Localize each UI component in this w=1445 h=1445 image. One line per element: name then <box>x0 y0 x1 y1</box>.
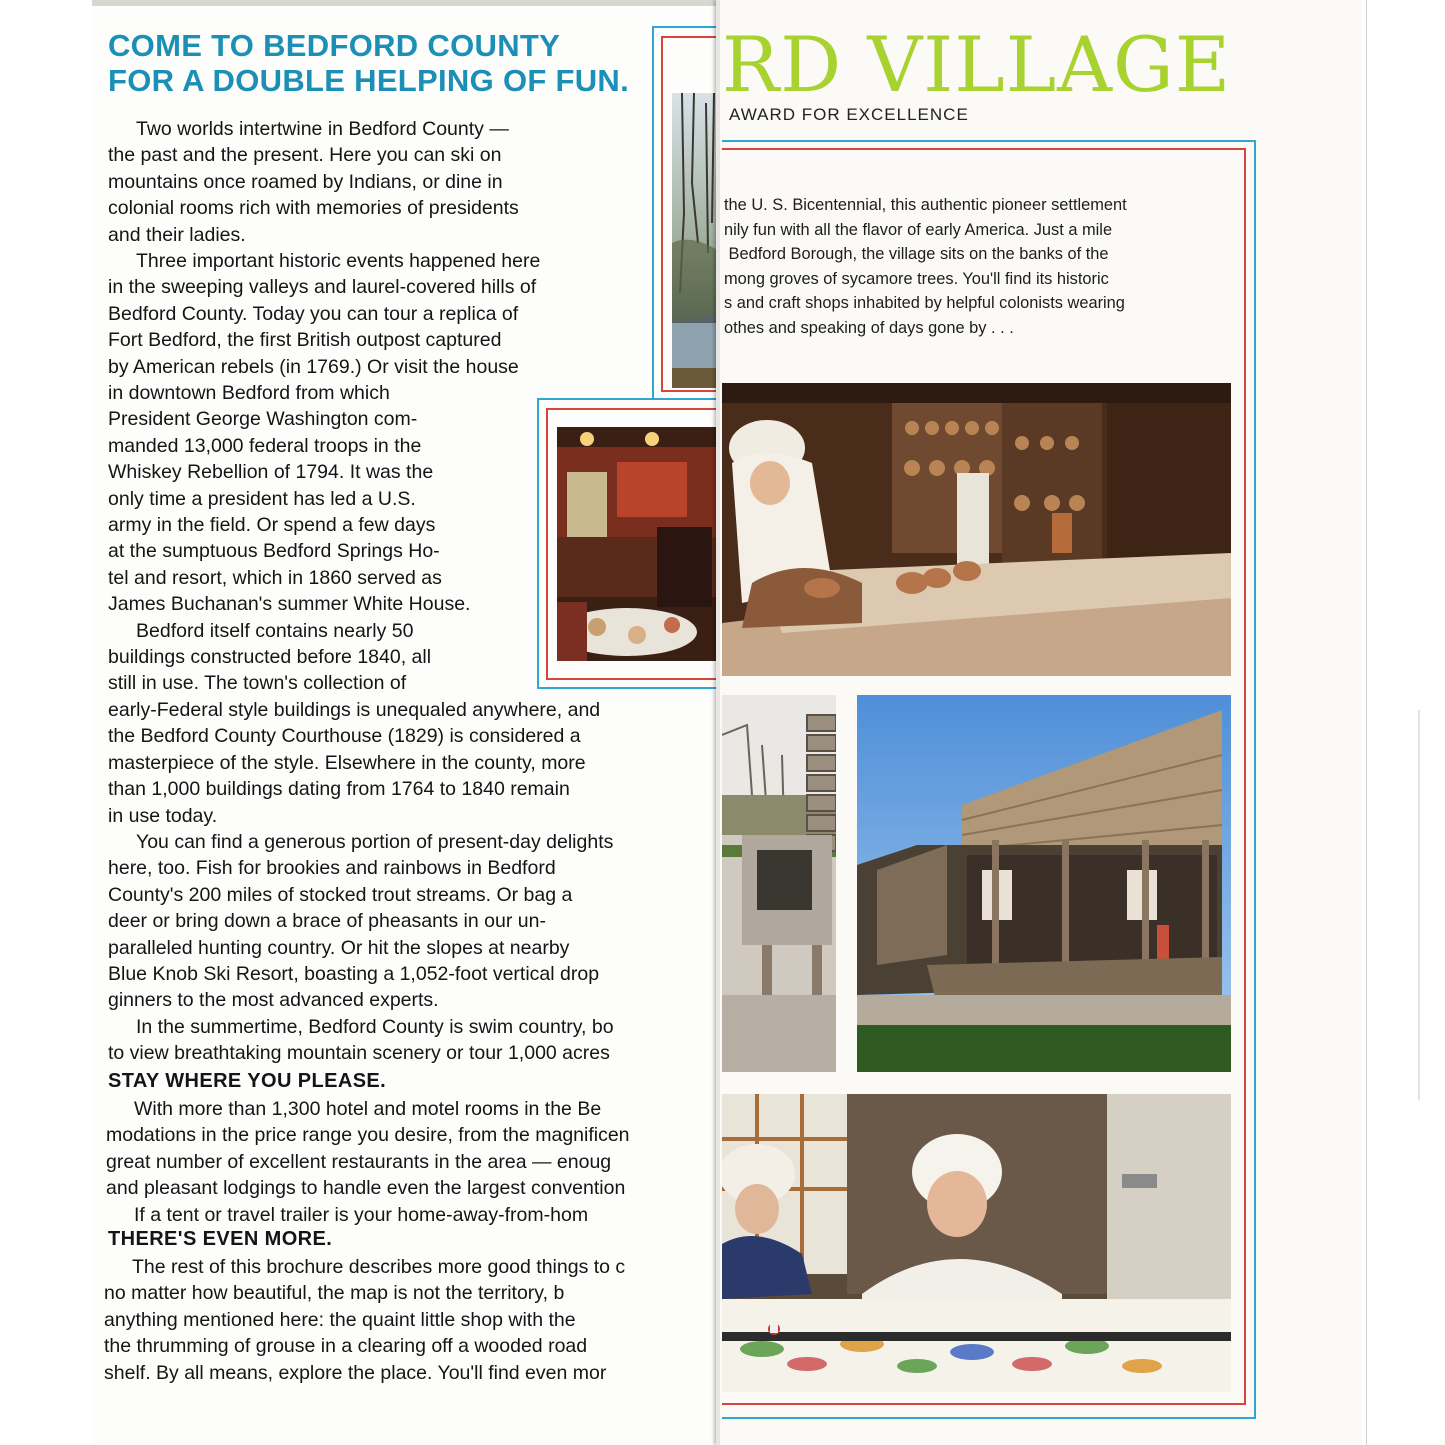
headline-line: FOR A DOUBLE HELPING OF FUN. <box>108 63 630 98</box>
text-line: paralleled hunting country. Or hit the slopes at nearby <box>108 936 570 959</box>
text-line: County's 200 miles of stocked trout streams. Or bag a <box>108 883 573 906</box>
village-title: RD VILLAGE <box>722 20 1232 109</box>
next-page-edge <box>1362 0 1445 1445</box>
text-line: by American rebels (in 1769.) Or visit the house <box>108 355 519 378</box>
text-line: colonial rooms rich with memories of presidents <box>108 197 519 220</box>
body-text-intro <box>108 116 628 380</box>
text-line: You can find a generous portion of present-day delights <box>136 831 614 854</box>
text-line: and their ladies. <box>108 223 246 246</box>
dining-room-photo <box>557 427 722 661</box>
text-line: mountains once roamed by Indians, or dine in <box>108 170 503 193</box>
text-line: than 1,000 buildings dating from 1764 to 1840 remain <box>108 778 570 801</box>
page-fold-shadow <box>716 0 720 1445</box>
river-trees-photo <box>672 93 722 388</box>
text-line: Whiskey Rebellion of 1794. It was the <box>108 461 434 484</box>
text-line: army in the field. Or spend a few days <box>108 514 436 537</box>
text-line: at the sumptuous Bedford Springs Ho- <box>108 540 440 563</box>
village-text-line: nily fun with all the flavor of early America. Just a mile <box>724 220 1113 239</box>
general-store-photo <box>857 695 1231 1072</box>
text-line: in use today. <box>108 804 218 827</box>
text-line: buildings constructed before 1840, all <box>108 646 432 669</box>
text-line: in downtown Bedford from which <box>108 382 390 404</box>
text-line: If a tent or travel trailer is your home-away-from-hom <box>134 1203 589 1226</box>
village-text-line: the U. S. Bicentennial, this authentic pioneer settlement <box>724 196 1127 214</box>
text-line: and pleasant lodgings to handle even the largest convention <box>106 1177 626 1200</box>
village-description <box>724 193 1229 340</box>
text-line: the Bedford County Courthouse (1829) is considered a <box>108 725 581 748</box>
text-line: still in use. The town's collection of <box>108 672 407 695</box>
text-line: President George Washington com- <box>108 408 418 431</box>
text-line: anything mentioned here: the quaint little shop with the <box>104 1308 576 1331</box>
text-line: Two worlds intertwine in Bedford County — <box>136 118 509 140</box>
text-line: to view breathtaking mountain scenery or tour 1,000 acres <box>108 1042 610 1065</box>
text-line: Three important historic events happened here <box>136 250 541 273</box>
text-line: early-Federal style buildings is unequaled anywhere, and <box>108 699 601 721</box>
text-line: masterpiece of the style. Elsewhere in the county, more <box>108 751 586 774</box>
text-line: Bedford County. Today you can tour a replica of <box>108 302 519 325</box>
village-text-line: s and craft shops inhabited by helpful colonists wearing <box>724 294 1125 312</box>
text-line: With more than 1,300 hotel and motel rooms in the Be <box>134 1098 602 1120</box>
text-line: shelf. By all means, explore the place. You'll find even mor <box>104 1361 607 1384</box>
right-border-line <box>1366 0 1367 1445</box>
subhead-stay: STAY WHERE YOU PLEASE. <box>108 1070 387 1092</box>
text-line: the thrumming of grouse in a clearing off a wooded road <box>104 1335 588 1358</box>
award-subtitle: AWARD FOR EXCELLENCE <box>729 105 969 124</box>
text-line: Blue Knob Ski Resort, boasting a 1,052-foot vertical drop <box>108 963 600 986</box>
headline-line: COME TO BEDFORD COUNTY <box>108 28 561 63</box>
text-line: In the summertime, Bedford County is swim country, bo <box>136 1015 614 1038</box>
body-text-activities <box>108 697 722 1067</box>
text-line: deer or bring down a brace of pheasants in our un- <box>108 910 546 933</box>
text-line: the past and the present. Here you can ski on <box>108 144 502 167</box>
text-line: no matter how beautiful, the map is not the territory, b <box>104 1282 565 1305</box>
text-line: great number of excellent restaurants in the area — enoug <box>106 1150 612 1173</box>
quilting-photo <box>722 1094 1231 1392</box>
text-line: ginners to the most advanced experts. <box>108 989 439 1012</box>
text-line: only time a president has led a U.S. <box>108 487 416 510</box>
body-text-history <box>108 380 518 697</box>
text-line: The rest of this brochure describes more good things to c <box>132 1256 626 1278</box>
text-line: manded 13,000 federal troops in the <box>108 434 422 457</box>
log-cabin-photo <box>722 695 836 1072</box>
village-text-line: Bedford Borough, the village sits on the banks of the <box>724 245 1109 263</box>
subhead-more: THERE'S EVEN MORE. <box>108 1228 333 1250</box>
text-line: Bedford itself contains nearly 50 <box>136 619 414 642</box>
village-text-line: othes and speaking of days gone by . . . <box>724 318 1014 337</box>
potter-photo <box>722 383 1231 676</box>
text-line: tel and resort, which in 1860 served as <box>108 566 442 589</box>
page-headline <box>108 28 668 98</box>
text-line: Fort Bedford, the first British outpost captured <box>108 329 502 352</box>
village-text-line: mong groves of sycamore trees. You'll find its historic <box>724 269 1109 288</box>
body-text-more <box>104 1254 721 1386</box>
text-line: in the sweeping valleys and laurel-covered hills of <box>108 276 537 299</box>
text-line: modations in the price range you desire, from the magnificen <box>106 1124 630 1147</box>
body-text-lodging <box>106 1096 720 1228</box>
text-line: here, too. Fish for brookies and rainbows in Bedford <box>108 857 556 880</box>
text-line: James Buchanan's summer White House. <box>108 593 471 616</box>
